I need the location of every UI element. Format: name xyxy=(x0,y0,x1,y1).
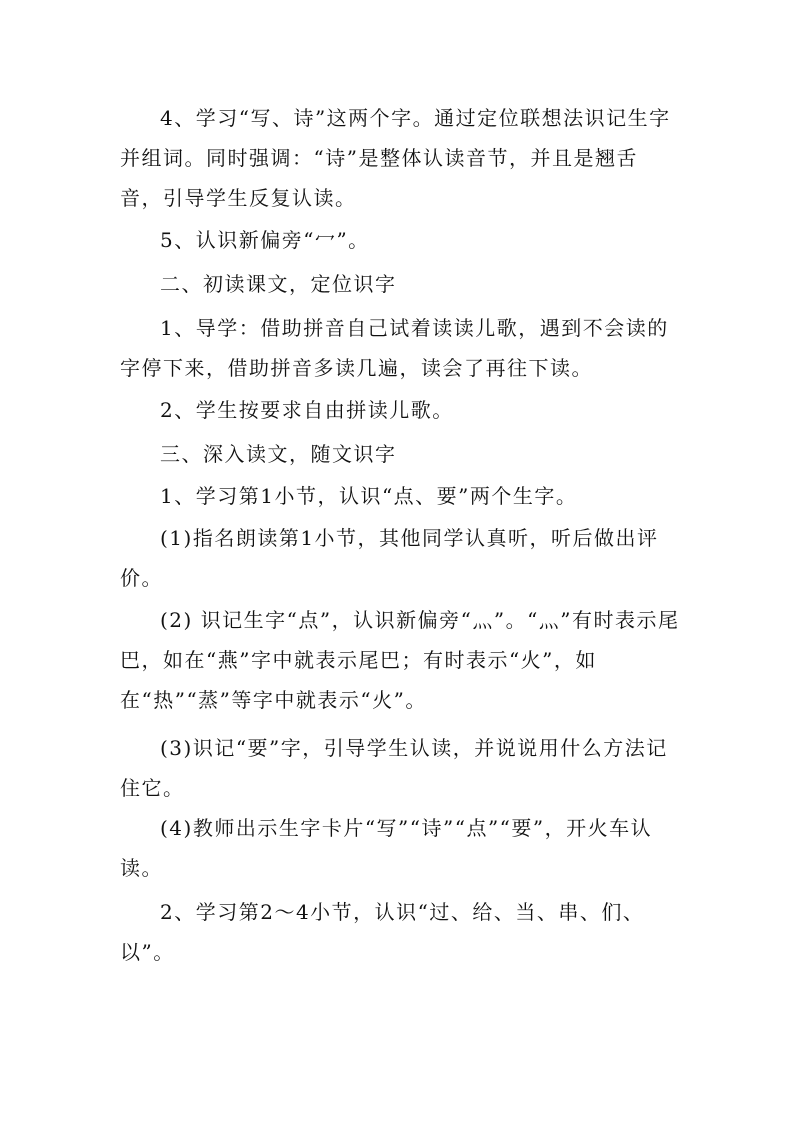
paragraph-9: (4)教师出示生字卡片“写”“诗”“点”“要”，开火车认读。 xyxy=(120,816,653,880)
paragraph-5: 1、学习第1小节，认识“点、要”两个生字。 xyxy=(160,484,578,508)
paragraph-1: 4、学习“写、诗”这两个字。通过定位联想法识记生字并组词。同时强调：“诗”是整体认读音节，并且是翘舌音，引导学生反复认读。 xyxy=(120,106,671,210)
paragraph-4: 2、学生按要求自由拼读儿歌。 xyxy=(160,398,454,422)
paragraph-8: (3)识记“要”字，引导学生认读，并说说用什么方法记住它。 xyxy=(120,736,668,800)
paragraph-6: (1)指名朗读第1小节，其他同学认真听，听后做出评价。 xyxy=(120,526,659,590)
section-heading-2: 二、初读课文，定位识字 xyxy=(160,272,397,296)
paragraph-2: 5、认识新偏旁“冖”。 xyxy=(160,228,370,252)
paragraph-7: (2) 识记生字“点”，认识新偏旁“灬”。“灬”有时表示尾巴，如在“燕”字中就表示尾巴；有时表示“火”，如在“热”“蒸”等字中就表示“火”。 xyxy=(120,608,680,712)
paragraph-10: 2、学习第2～4小节，认识“过、给、当、串、们、以”。 xyxy=(120,900,645,964)
paragraph-3: 1、导学：借助拼音自己试着读读儿歌，遇到不会读的字停下来，借助拼音多读几遍，读会了再往下读。 xyxy=(120,316,669,380)
section-heading-3: 三、深入读文，随文识字 xyxy=(160,442,397,466)
